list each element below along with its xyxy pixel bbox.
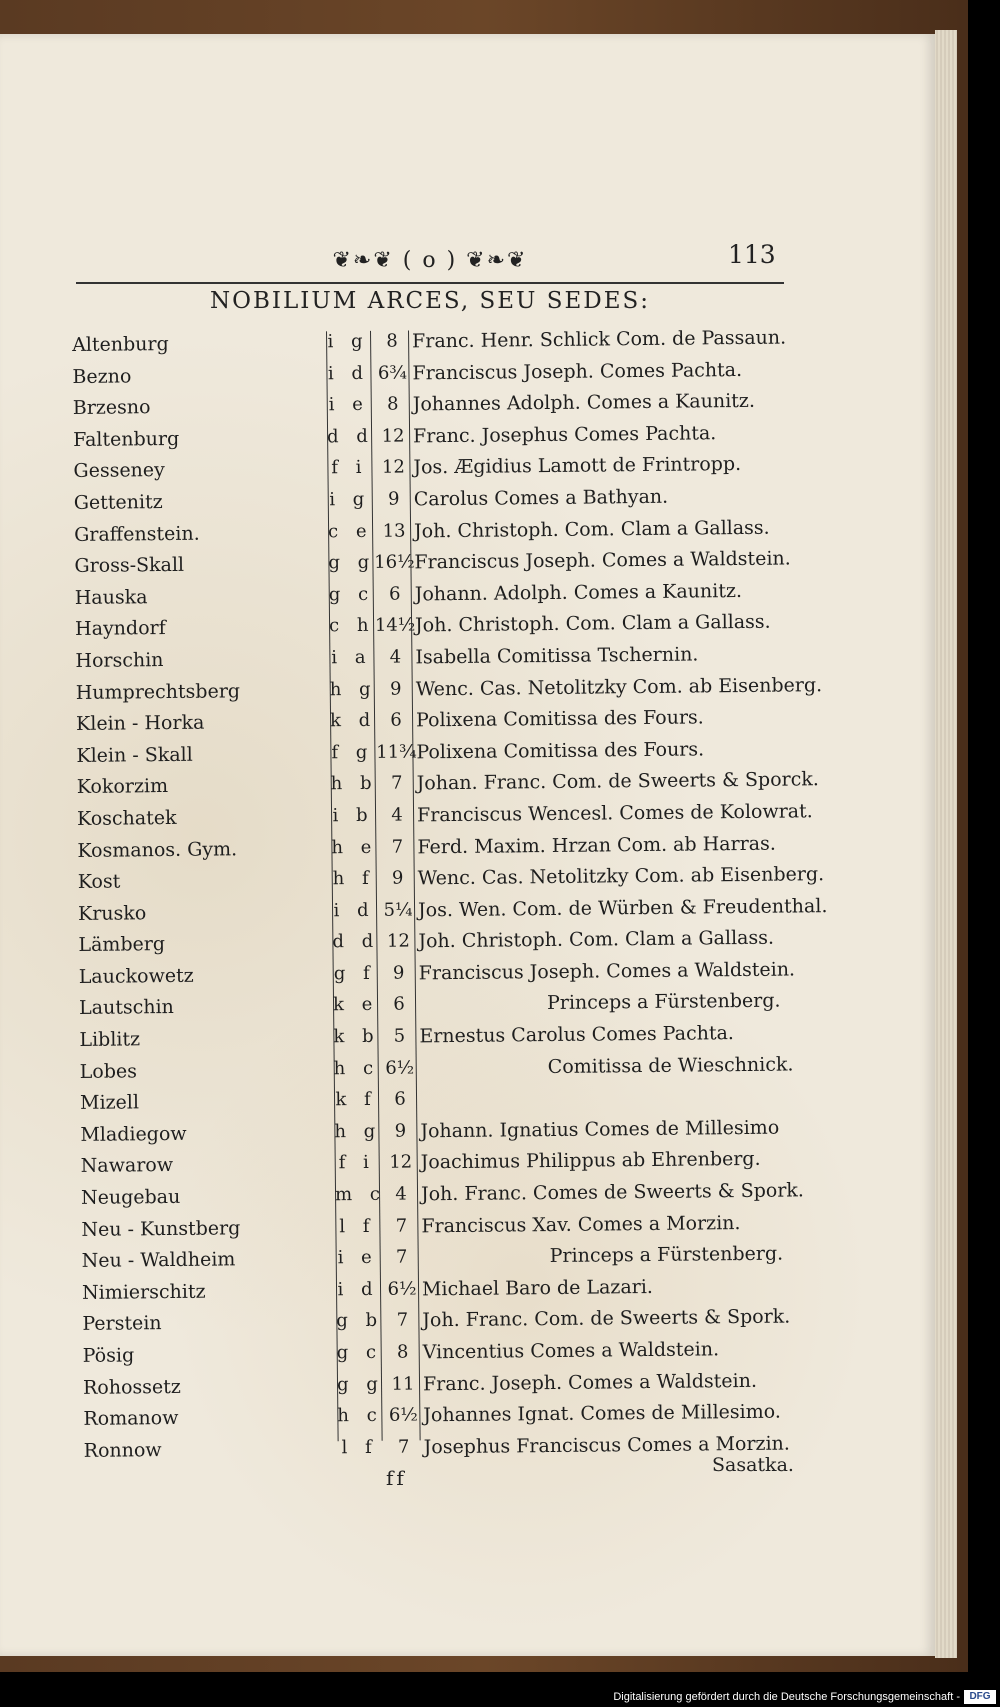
map-grid-code: h f (332, 867, 375, 890)
owner-name: Princeps a Fürstenberg. (546, 990, 781, 1015)
map-grid-code: k f (335, 1089, 377, 1111)
distance-value: 6 (388, 583, 401, 605)
place-name: Lämberg (78, 933, 166, 957)
owner-name: Isabella Comitissa Tschernin. (415, 643, 699, 669)
distance-value: 9 (391, 867, 404, 889)
map-grid-code: k d (329, 709, 377, 732)
owner-name: Franciscus Joseph. Comes a Waldstein. (418, 958, 796, 985)
place-name: Horschin (75, 648, 164, 672)
distance-value: 12 (389, 1151, 413, 1174)
header-ornament: ❦❧❦ ( o ) ❦❧❦ (332, 248, 528, 273)
dfg-logo: DFG (964, 1690, 996, 1704)
map-grid-code: c h (328, 615, 375, 637)
place-name: Faltenburg (73, 427, 180, 451)
place-name: Kokorzim (76, 775, 169, 799)
distance-value: 11¾ (376, 741, 417, 763)
owner-name: Polixena Comitissa des Fours. (415, 706, 704, 732)
distance-value: 6 (394, 1088, 406, 1110)
distance-value: 14½ (374, 614, 416, 637)
map-grid-code: c e (327, 520, 373, 542)
map-grid-code: i e (337, 1247, 378, 1269)
owner-name: Jos. Wen. Com. de Würben & Freudenthal. (417, 894, 828, 922)
owner-name: Joachimus Philippus ab Ehrenberg. (420, 1148, 761, 1174)
distance-value: 12 (386, 930, 410, 952)
distance-value: 7 (390, 772, 403, 794)
place-name: Ronnow (83, 1438, 162, 1462)
owner-name: Johannes Ignat. Comes de Millesimo. (423, 1400, 781, 1427)
place-name: Perstein (82, 1312, 162, 1336)
map-grid-code: h e (331, 836, 378, 858)
distance-value: 7 (395, 1215, 408, 1237)
place-name: Kosmanos. Gym. (77, 837, 238, 862)
table-row (82, 1430, 802, 1469)
distance-value: 6½ (388, 1404, 418, 1426)
map-grid-code: i a (331, 646, 372, 669)
owner-name: Jos. Ægidius Lamott de Frintropp. (413, 453, 742, 479)
map-grid-code: i g (327, 330, 369, 353)
signature-mark: ff (386, 1466, 407, 1490)
owner-name: Franc. Henr. Schlick Com. de Passaun. (412, 326, 787, 353)
place-name: Lautschin (78, 996, 174, 1020)
map-grid-code: g g (336, 1373, 384, 1395)
distance-value: 6 (390, 709, 402, 731)
owner-name: Joh. Franc. Comes de Sweerts & Spork. (420, 1179, 805, 1206)
distance-value: 9 (389, 678, 402, 700)
distance-value: 4 (391, 804, 403, 826)
place-name: Neugebau (80, 1185, 181, 1209)
distance-value: 6½ (385, 1057, 415, 1079)
place-name: Koschatek (76, 806, 177, 830)
distance-value: 8 (386, 330, 398, 352)
owner-name: Vincentius Comes a Waldstein. (422, 1338, 720, 1364)
map-grid-code: f i (331, 457, 368, 479)
map-grid-code: g g (328, 551, 376, 574)
distance-value: 12 (381, 456, 405, 479)
owner-name: Johan. Franc. Com. de Sweerts & Sporck. (416, 768, 819, 795)
owner-name: Franciscus Xav. Comes a Morzin. (421, 1211, 741, 1237)
distance-value: 5¼ (383, 899, 413, 921)
owner-name: Wenc. Cas. Netolitzky Com. ab Eisenberg. (415, 673, 823, 700)
place-name: Brzesno (72, 396, 151, 420)
owner-name: Johann. Adolph. Comes a Kaunitz. (414, 579, 743, 606)
map-grid-code: i d (327, 362, 370, 384)
map-grid-code: h g (334, 1120, 382, 1143)
map-grid-code: f g (331, 741, 374, 764)
map-grid-code: i b (332, 804, 374, 827)
owner-name: Comitissa de Wieschnick. (547, 1053, 794, 1078)
place-name: Gesseney (73, 459, 165, 483)
place-name: Klein - Skall (76, 743, 193, 767)
distance-value: 8 (396, 1341, 409, 1363)
place-name: Klein - Horka (75, 711, 205, 736)
map-grid-code: f i (338, 1152, 375, 1174)
place-name: Graffenstein. (74, 522, 200, 546)
map-grid-code: h c (333, 1057, 380, 1079)
owner-name: Princeps a Fürstenberg. (549, 1242, 784, 1268)
distance-value: 9 (387, 488, 400, 510)
owner-name: Joh. Franc. Com. de Sweerts & Spork. (422, 1305, 791, 1332)
distance-value: 11 (391, 1373, 415, 1395)
place-name: Liblitz (79, 1028, 141, 1052)
map-grid-code: k b (333, 1025, 380, 1048)
distance-value: 6 (393, 994, 405, 1016)
map-grid-code: h b (330, 773, 378, 795)
owner-name: Franciscus Wencesl. Comes de Kolowrat. (416, 800, 813, 827)
map-grid-code: i d (333, 899, 375, 921)
map-grid-code: k e (332, 994, 379, 1016)
owner-name: Ferd. Maxim. Hrzan Com. ab Harras. (417, 832, 776, 858)
place-name: Gross-Skall (74, 553, 185, 578)
distance-value: 7 (397, 1436, 410, 1458)
map-grid-code: g c (336, 1341, 383, 1364)
distance-value: 6¾ (377, 362, 408, 384)
distance-value: 7 (391, 836, 404, 858)
distance-value: 7 (395, 1246, 408, 1268)
place-name: Pösig (82, 1344, 135, 1367)
page-heading: NOBILIUM ARCES, SEU SEDES: (210, 288, 650, 314)
place-name: Mizell (79, 1091, 140, 1115)
distance-value: 9 (394, 1120, 407, 1142)
distance-value: 4 (389, 646, 402, 668)
footer-credit: Digitalisierung gefördert durch die Deutsche Forschungsgemeinschaft - (613, 1691, 960, 1703)
map-grid-code: l f (339, 1215, 376, 1237)
place-name: Lauckowetz (78, 964, 194, 988)
distance-value: 8 (386, 393, 399, 415)
distance-value: 6½ (387, 1278, 417, 1300)
owner-name: Polixena Comitissa des Fours. (416, 738, 705, 764)
owner-name: Michael Baro de Lazari. (421, 1275, 654, 1301)
owner-name: Franc. Josephus Comes Pachta. (412, 422, 717, 448)
distance-value: 5 (393, 1025, 406, 1047)
place-name: Neu - Waldheim (81, 1248, 236, 1273)
header-rule (76, 282, 784, 284)
owner-name: Franciscus Joseph. Comes Pachta. (412, 358, 743, 385)
place-name: Hauska (74, 585, 148, 609)
map-grid-code: i g (329, 488, 371, 511)
place-name: Bezno (72, 364, 132, 388)
map-grid-code: d d (326, 425, 374, 448)
place-name: Nawarow (80, 1154, 174, 1178)
distance-value: 7 (396, 1309, 409, 1332)
place-name: Humprechtsberg (75, 679, 241, 704)
owner-name: Carolus Comes a Bathyan. (413, 485, 669, 511)
map-grid-code: g f (333, 962, 376, 985)
map-grid-code: l f (341, 1436, 378, 1458)
place-name: Romanow (83, 1407, 179, 1431)
owner-name: Wenc. Cas. Netolitzky Com. ab Eisenberg. (417, 863, 825, 890)
digitization-footer (0, 1687, 1000, 1707)
place-name: Nimierschitz (81, 1280, 206, 1304)
place-name: Gettenitz (73, 491, 163, 514)
entries-table (70, 324, 828, 1469)
distance-value: 13 (382, 520, 406, 542)
distance-value: 9 (392, 962, 405, 984)
owner-name: Joh. Christoph. Com. Clam a Gallass. (413, 516, 770, 542)
map-grid-code: h c (337, 1404, 383, 1427)
distance-value: 16½ (374, 551, 415, 573)
owner-name: Johann. Ignatius Comes de Millesimo (420, 1116, 780, 1143)
map-grid-code: g b (336, 1310, 384, 1332)
catchword: Sasatka. (712, 1454, 794, 1476)
owner-name: Joh. Christoph. Com. Clam a Gallass. (414, 611, 771, 637)
place-name: Kost (77, 870, 121, 894)
place-name: Krusko (77, 901, 147, 925)
place-name: Altenburg (72, 332, 169, 356)
map-grid-code: i e (328, 394, 369, 416)
page-number: 113 (728, 240, 776, 269)
place-name: Mladiegow (80, 1122, 187, 1146)
owner-name: Josephus Franciscus Comes a Morzin. (423, 1432, 790, 1459)
place-name: Neu - Kunstberg (81, 1216, 241, 1241)
owner-name: Ernestus Carolus Comes Pachta. (419, 1022, 735, 1048)
map-grid-code: i d (337, 1278, 379, 1301)
distance-value: 12 (381, 425, 405, 447)
map-grid-code: m c (334, 1183, 387, 1206)
map-grid-code: d d (332, 931, 380, 953)
place-name: Lobes (79, 1059, 138, 1083)
owner-name: Franciscus Joseph. Comes a Waldstein. (414, 547, 791, 574)
page-edges (935, 30, 957, 1658)
owner-name: Franc. Joseph. Comes a Waldstein. (422, 1369, 758, 1395)
distance-value: 4 (395, 1183, 407, 1205)
map-grid-code: g c (328, 583, 375, 606)
place-name: Rohossetz (82, 1375, 181, 1399)
owner-name: Johannes Adolph. Comes a Kaunitz. (412, 390, 756, 416)
book-page (0, 34, 935, 1656)
place-name: Hayndorf (74, 617, 166, 641)
map-grid-code: h g (329, 678, 377, 700)
owner-name: Joh. Christoph. Com. Clam a Gallass. (418, 926, 775, 953)
